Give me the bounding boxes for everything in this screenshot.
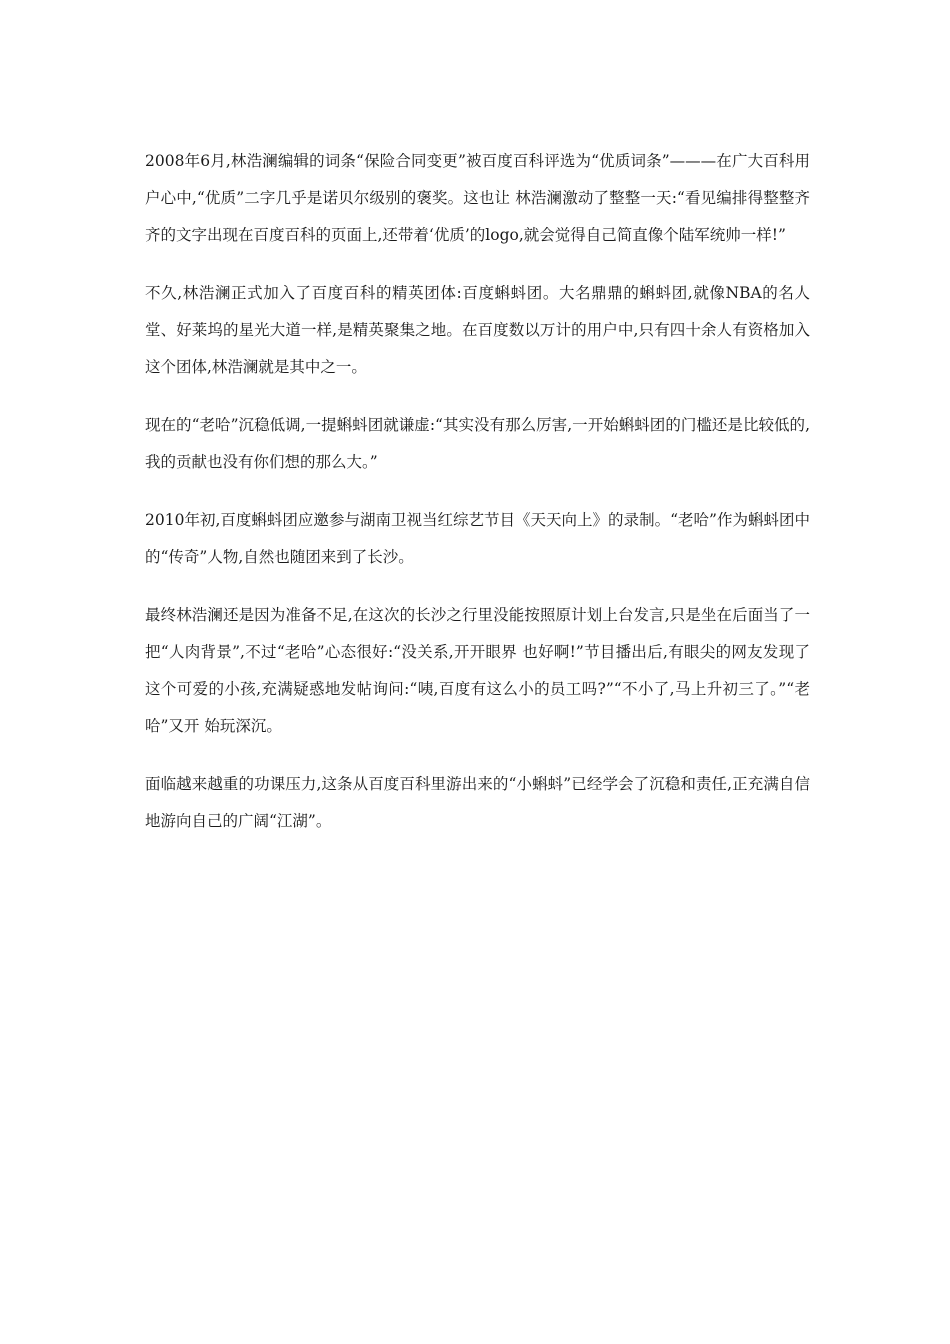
article-body bbox=[145, 143, 810, 861]
paragraph-6: 面临越来越重的功课压力,这条从百度百科里游出来的“小蝌蚪”已经学会了沉稳和责任,正充满自信地游向自己的广阔“江湖”。 bbox=[145, 775, 810, 830]
paragraph-3: 现在的“老哈”沉稳低调,一提蝌蚪团就谦虚:“其实没有那么厉害,一开始蝌蚪团的门槛还是比较低的,我的贡献也没有你们想的那么大。” bbox=[145, 416, 810, 471]
paragraph-1: 2008年6月,林浩澜编辑的词条“保险合同变更”被百度百科评选为“优质词条”———在广大百科用户心中,“优质”二字几乎是诺贝尔级别的褒奖。这也让 林浩澜激动了整整一天:“看见编排得整整齐齐的文字出现在百度百科的页面上,还带着‘优质’的logo,就会觉得自己简直像个陆军统帅一样!” bbox=[145, 152, 810, 244]
paragraph-4: 2010年初,百度蝌蚪团应邀参与湖南卫视当红综艺节目《天天向上》的录制。“老哈”作为蝌蚪团中的“传奇”人物,自然也随团来到了长沙。 bbox=[145, 511, 810, 566]
paragraph-5: 最终林浩澜还是因为准备不足,在这次的长沙之行里没能按照原计划上台发言,只是坐在后面当了一把“人肉背景”,不过“老哈”心态很好:“没关系,开开眼界 也好啊!”节目播出后,有眼尖的网友发现了这个可爱的小孩,充满疑惑地发帖询问:“咦,百度有这么小的员工吗?”“不小了,马上升初三了。”“老哈”又开 始玩深沉。 bbox=[145, 606, 810, 735]
paragraph-2: 不久,林浩澜正式加入了百度百科的精英团体:百度蝌蚪团。大名鼎鼎的蝌蚪团,就像NBA的名人堂、好莱坞的星光大道一样,是精英聚集之地。在百度数以万计的用户中,只有四十余人有资格加入这个团体,林浩澜就是其中之一。 bbox=[145, 284, 810, 376]
